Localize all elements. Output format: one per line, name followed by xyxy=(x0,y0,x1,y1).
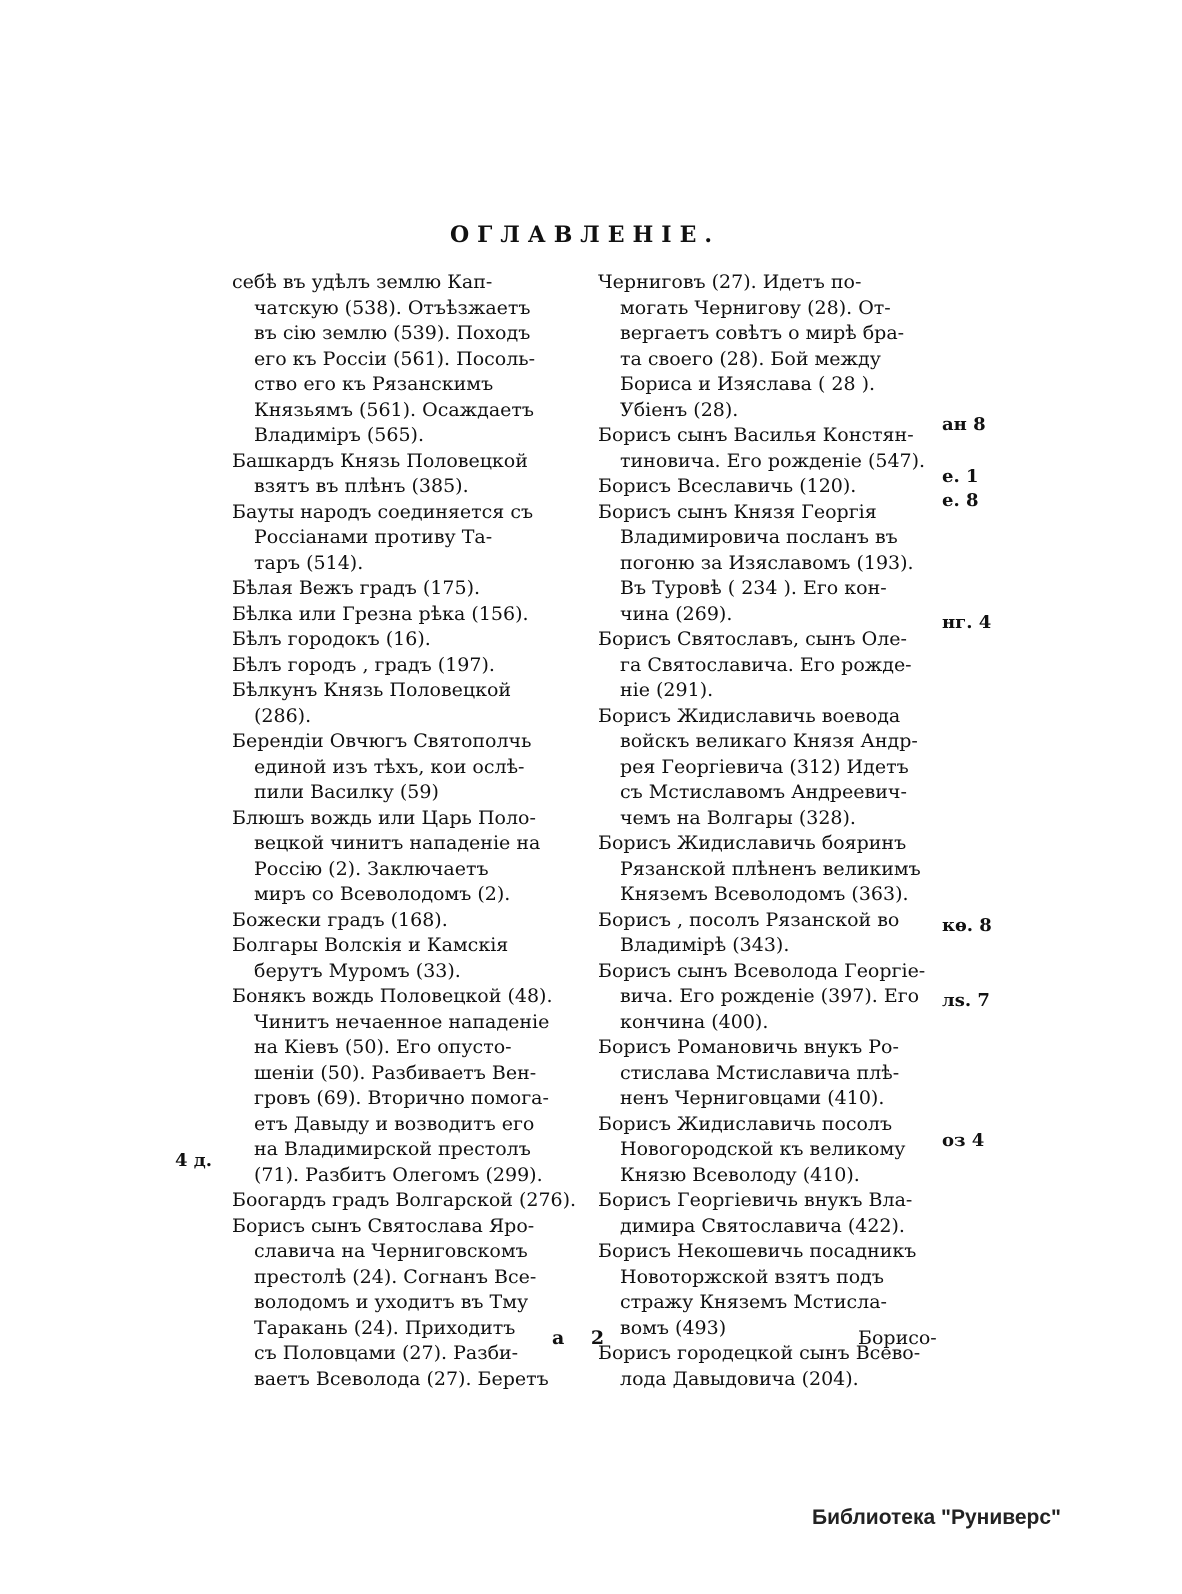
index-entry-line: Бѣлъ городъ , градъ (197). xyxy=(232,653,495,676)
index-entry-line: Божески градъ (168). xyxy=(232,908,448,931)
index-entry-line: Россіанами противу Та- xyxy=(254,526,493,548)
index-column-left xyxy=(232,270,577,1392)
index-entry-line: Бориса и Изяслава ( 28 ). xyxy=(620,373,876,395)
index-entry-line: ненъ Черниговцами (410). xyxy=(620,1087,885,1109)
index-entry xyxy=(232,908,577,934)
index-entry-line: кончина (400). xyxy=(620,1010,769,1033)
index-entry-line: Князю Всеволоду (410). xyxy=(620,1163,860,1186)
index-entry xyxy=(598,474,943,500)
index-entry-line: Чинитъ нечаенное нападеніе xyxy=(254,1010,550,1033)
index-entry xyxy=(598,627,943,704)
index-entry-line: таръ (514). xyxy=(254,551,364,574)
index-entry xyxy=(232,500,577,577)
index-entry-line: та своего (28). Бой между xyxy=(620,347,881,370)
index-entry-line: (286). xyxy=(254,704,312,727)
index-entry xyxy=(232,678,577,729)
index-entry-line: славича на Черниговскомъ xyxy=(254,1240,528,1262)
index-entry xyxy=(232,602,577,628)
index-entry xyxy=(232,984,577,1188)
index-entry-line: димира Святославича (422). xyxy=(620,1214,905,1237)
index-entry-line: Княземъ Всеволодомъ (363). xyxy=(620,883,909,905)
index-entry-line: вецкой чинитъ нападеніе на xyxy=(254,832,541,854)
signature-mark: а 2 xyxy=(552,1327,615,1349)
index-entry-line: Боогардъ градъ Волгарской (276). xyxy=(232,1189,577,1211)
index-entry-line: съ Мстиславомъ Андреевич- xyxy=(620,781,907,803)
margin-note-right: оз 4 xyxy=(942,1130,985,1151)
index-entry-line: Владиміръ (565). xyxy=(254,424,424,446)
index-entry-line: Владимірѣ (343). xyxy=(620,934,790,956)
index-entry xyxy=(598,831,943,908)
index-entry xyxy=(232,1214,577,1393)
index-entry-line: съ Половцами (27). Разби- xyxy=(254,1342,519,1364)
index-entry-line: Борисъ сынъ Святослава Яро- xyxy=(232,1214,535,1237)
index-entry-line: Борисъ сынъ Всеволода Георгіе- xyxy=(598,959,926,982)
index-entry-line: тиновича. Его рожденіе (547). xyxy=(620,449,926,472)
margin-note-right: е. 1 xyxy=(942,466,979,487)
index-entry-line: стислава Мстиславича плѣ- xyxy=(620,1061,900,1084)
index-entry xyxy=(232,729,577,806)
index-entry-line: на Кіевъ (50). Его опусто- xyxy=(254,1036,512,1058)
index-entry-line: Борисъ Жидиславичь бояринъ xyxy=(598,832,907,854)
index-entry xyxy=(598,1239,943,1341)
margin-note-right: лs. 7 xyxy=(942,990,990,1011)
index-entry-line: Новогородской къ великому xyxy=(620,1138,906,1160)
index-entry xyxy=(598,1035,943,1112)
index-entry xyxy=(232,270,577,449)
index-entry-line: вича. Его рожденіе (397). Его xyxy=(620,985,920,1007)
index-entry-line: шеніи (50). Разбиваетъ Вен- xyxy=(254,1061,537,1084)
index-entry-line: въ сію землю (539). Походъ xyxy=(254,322,531,344)
index-entry xyxy=(232,627,577,653)
index-entry-line: Бѣлая Вежъ градъ (175). xyxy=(232,577,481,599)
index-entry xyxy=(598,1188,943,1239)
index-entry-line: Князьямъ (561). Осаждаетъ xyxy=(254,398,535,421)
index-entry-line: Бѣлкунъ Князь Половецкой xyxy=(232,679,512,701)
index-entry-line: погоню за Изяславомъ (193). xyxy=(620,551,914,574)
index-entry-line: Бѣлка или Грезна рѣка (156). xyxy=(232,602,529,625)
catchword: Борисо- xyxy=(858,1327,937,1349)
index-entry-line: Борисъ сынъ Василья Констян- xyxy=(598,424,914,446)
index-entry xyxy=(598,423,943,474)
index-entry xyxy=(598,500,943,628)
index-entry-line: Россію (2). Заключаетъ xyxy=(254,857,489,880)
index-entry xyxy=(598,704,943,832)
index-entry-line: Борисъ Георгіевичь внукъ Вла- xyxy=(598,1189,913,1211)
index-entry-line: Борисъ Всеславичь (120). xyxy=(598,475,857,497)
index-entry-line: га Святославича. Его рожде- xyxy=(620,653,912,676)
index-entry-line: Таракань (24). Приходитъ xyxy=(254,1316,516,1339)
index-entry-line: Блюшъ вождь или Царь Поло- xyxy=(232,806,536,829)
index-entry xyxy=(598,908,943,959)
index-entry-line: войскъ великаго Князя Андр- xyxy=(620,730,918,752)
index-entry-line: чемъ на Волгары (328). xyxy=(620,806,856,829)
index-entry xyxy=(598,959,943,1036)
index-entry-line: берутъ Муромъ (33). xyxy=(254,959,461,982)
index-entry-line: чина (269). xyxy=(620,602,733,625)
index-entry-line: Новоторжской взятъ подъ xyxy=(620,1265,884,1288)
index-entry xyxy=(598,1112,943,1189)
index-entry xyxy=(232,653,577,679)
index-entry-line: Борисъ Жидиславичь воевода xyxy=(598,704,901,727)
index-entry-line: вомъ (493) xyxy=(620,1316,727,1339)
index-entry-line: единой изъ тѣхъ, кои ослѣ- xyxy=(254,755,525,778)
index-entry xyxy=(598,270,943,423)
index-entry xyxy=(232,806,577,908)
index-entry-line: гровъ (69). Вторично помога- xyxy=(254,1087,549,1109)
margin-note-right: ан 8 xyxy=(942,414,986,435)
index-entry-line: Черниговъ (27). Идетъ по- xyxy=(598,271,862,293)
index-entry-line: Бонякъ вождь Половецкой (48). xyxy=(232,985,553,1007)
index-entry-line: рея Георгіевича (312) Идетъ xyxy=(620,755,909,778)
index-entry-line: Борисъ Некошевичь посадникъ xyxy=(598,1240,917,1262)
index-entry-line: Борисъ сынъ Князя Георгія xyxy=(598,500,877,523)
index-entry-line: могать Чернигову (28). От- xyxy=(620,296,891,319)
index-entry-line: (71). Разбитъ Олегомъ (299). xyxy=(254,1163,543,1186)
index-entry-line: Рязанской плѣненъ великимъ xyxy=(620,857,921,880)
margin-note-right: кѳ. 8 xyxy=(942,915,992,936)
page-title: ОГЛАВЛЕНІЕ. xyxy=(449,222,721,248)
margin-note-left: 4 д. xyxy=(175,1150,213,1171)
index-entry-line: стражу Княземъ Мстисла- xyxy=(620,1291,887,1313)
index-entry-line: чатскую (538). Отъѣзжаетъ xyxy=(254,296,531,319)
index-entry-line: себѣ въ удѣлъ землю Кап- xyxy=(232,271,493,293)
index-entry-line: ство его къ Рязанскимъ xyxy=(254,373,494,395)
index-entry-line: ваетъ Всеволода (27). Беретъ xyxy=(254,1367,549,1390)
index-entry-line: миръ со Всеволодомъ (2). xyxy=(254,883,511,905)
index-entry xyxy=(232,933,577,984)
index-entry-line: взятъ въ плѣнъ (385). xyxy=(254,475,469,497)
index-entry-line: Въ Туровѣ ( 234 ). Его кон- xyxy=(620,577,887,599)
index-entry-line: етъ Давыду и возводитъ его xyxy=(254,1112,535,1135)
index-entry-line: Бауты народъ соединяется съ xyxy=(232,500,534,523)
index-entry-line: володомъ и уходитъ въ Тму xyxy=(254,1291,529,1313)
library-watermark: Библиотека "Руниверс" xyxy=(812,1506,1062,1529)
index-entry-line: Владимировича посланъ въ xyxy=(620,526,898,548)
index-entry-line: Борисъ городецкой сынъ Всево- xyxy=(598,1342,921,1364)
index-entry-line: престолѣ (24). Согнанъ Все- xyxy=(254,1265,537,1288)
margin-note-right: е. 8 xyxy=(942,490,979,511)
index-entry-line: его къ Россіи (561). Посоль- xyxy=(254,347,536,370)
index-entry-line: ніе (291). xyxy=(620,679,714,701)
index-entry-line: Берендіи Овчюгъ Святополчь xyxy=(232,730,532,752)
index-entry-line: Борисъ , посолъ Рязанской во xyxy=(598,908,900,931)
index-entry-line: Болгары Волскія и Камскія xyxy=(232,934,509,956)
index-entry-line: Борисъ Святославъ, сынъ Оле- xyxy=(598,628,907,650)
index-entry-line: лода Давыдовича (204). xyxy=(620,1367,859,1390)
margin-note-right: нг. 4 xyxy=(942,612,992,633)
index-entry-line: Башкардъ Князь Половецкой xyxy=(232,449,528,472)
index-entry-line: пили Василку (59) xyxy=(254,781,439,803)
index-column-right xyxy=(598,270,943,1392)
index-entry-line: Борисъ Жидиславичь посолъ xyxy=(598,1112,893,1135)
index-entry-line: на Владимирской престолъ xyxy=(254,1138,531,1160)
index-entry-line: вергаетъ совѣтъ о мирѣ бра- xyxy=(620,322,905,344)
index-entry xyxy=(232,576,577,602)
index-entry-line: Борисъ Романовичь внукъ Ро- xyxy=(598,1036,899,1058)
index-entry xyxy=(232,449,577,500)
index-entry xyxy=(232,1188,577,1214)
index-entry-line: Бѣлъ городокъ (16). xyxy=(232,628,431,650)
index-entry-line: Убіенъ (28). xyxy=(620,398,739,421)
